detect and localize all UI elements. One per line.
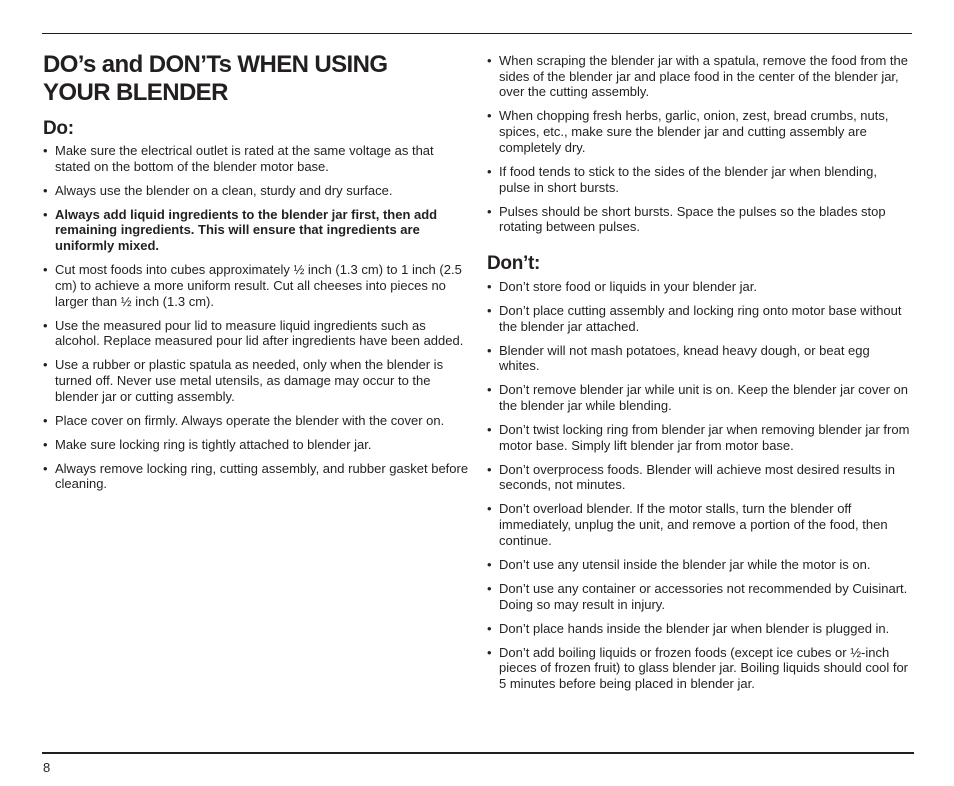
dont-item: • Blender will not mash potatoes, knead heavy dough, or beat egg whites. bbox=[487, 342, 870, 374]
dont-item-text: Don’t twist locking ring from blender jar when removing blender jar from motor base. Simply lift blender jar from motor base. bbox=[499, 422, 910, 453]
do-item-text: Cut most foods into cubes approximately ½ inch (1.3 cm) to 1 inch (2.5 cm) to achieve a more uniform result. Cut all cheeses into pieces no larger than ½ inch (1.3 cm). bbox=[55, 262, 462, 309]
do-item: • Make sure the electrical outlet is rated at the same voltage as that stated on the bottom of the blender motor base. bbox=[43, 143, 434, 174]
do-item: • Pulses should be short bursts. Space the pulses so the blades stop rotating between pulses. bbox=[487, 203, 886, 235]
do-item-text: When scraping the blender jar with a spatula, remove the food from the sides of the blender jar and place food in the center of the blender jar, over the cutting assembly. bbox=[499, 53, 908, 100]
dont-item-text: Don’t place cutting assembly and locking ring onto motor base without the blender jar attached. bbox=[499, 302, 902, 334]
top-divider bbox=[42, 33, 912, 34]
dont-item-text: Don’t place hands inside the blender jar when blender is plugged in. bbox=[499, 620, 890, 636]
do-item-text: Make sure locking ring is tightly attached to blender jar. bbox=[55, 436, 372, 452]
do-item: • When chopping fresh herbs, garlic, onion, zest, bread crumbs, nuts, spices, etc., make sure the blender jar and cutting assembly are completely dry. bbox=[487, 108, 889, 155]
dont-item-text: Don’t remove blender jar while unit is on. Keep the blender jar cover on the blender jar while blending. bbox=[499, 382, 909, 414]
dont-list bbox=[487, 279, 911, 692]
do-item: • Make sure locking ring is tightly attached to blender jar. bbox=[43, 436, 372, 452]
do-list bbox=[43, 143, 471, 492]
do-item-text: Make sure the electrical outlet is rated at the same voltage as that stated on the bottom of the blender motor base. bbox=[55, 143, 434, 174]
do-item: • If food tends to stick to the sides of the blender jar when blending, pulse in short bursts. bbox=[487, 163, 877, 195]
do-item: • Cut most foods into cubes approximately ½ inch (1.3 cm) to 1 inch (2.5 cm) to achieve a more uniform result. Cut all cheeses into pieces no larger than ½ inch (1.3 cm). bbox=[43, 262, 462, 309]
do-item: • Place cover on firmly. Always operate the blender with the cover on. bbox=[43, 412, 445, 428]
dont-item-text: Don’t store food or liquids in your blender jar. bbox=[499, 278, 757, 294]
dont-item-text: Don’t use any container or accessories not recommended by Cuisinart. Doing so may result in injury. bbox=[499, 580, 908, 612]
dont-item: • Don’t add boiling liquids or frozen foods (except ice cubes or ½-inch pieces of frozen fruit) to glass blender jar. Boiling liquids should cool for 5 minutes before being placed in blender jar. bbox=[487, 644, 908, 691]
page-number: 8 bbox=[43, 760, 51, 775]
do-item-text: When chopping fresh herbs, garlic, onion, zest, bread crumbs, nuts, spices, etc., make sure the blender jar and cutting assembly are completely dry. bbox=[499, 108, 889, 155]
do-item: • Always remove locking ring, cutting assembly, and rubber gasket before cleaning. bbox=[43, 460, 469, 492]
dont-item: • Don’t remove blender jar while unit is on. Keep the blender jar cover on the blender jar while blending. bbox=[487, 382, 909, 414]
dont-item-text: Don’t overprocess foods. Blender will achieve most desired results in seconds, not minutes. bbox=[499, 461, 895, 493]
do-item-text: Always use the blender on a clean, sturdy and dry surface. bbox=[55, 182, 393, 198]
left-column bbox=[43, 51, 471, 492]
do-item: • Always add liquid ingredients to the blender jar first, then add remaining ingredients. This will ensure that ingredients are uniformly mixed. bbox=[43, 206, 438, 254]
dont-item: • Don’t store food or liquids in your blender jar. bbox=[487, 278, 757, 294]
dont-item: • Don’t place hands inside the blender jar when blender is plugged in. bbox=[487, 620, 890, 636]
do-item: • Use the measured pour lid to measure liquid ingredients such as alcohol. Replace measured pour lid after ingredients have been added. bbox=[43, 317, 464, 349]
dont-item: • Don’t overprocess foods. Blender will achieve most desired results in seconds, not minutes. bbox=[487, 461, 895, 493]
do-item-text: Use the measured pour lid to measure liquid ingredients such as alcohol. Replace measured pour lid after ingredients have been added. bbox=[55, 317, 464, 349]
right-column bbox=[487, 53, 911, 692]
do-item-text: Pulses should be short bursts. Space the pulses so the blades stop rotating between pulses. bbox=[499, 203, 886, 235]
dont-item: • Don’t place cutting assembly and locking ring onto motor base without the blender jar attached. bbox=[487, 302, 902, 334]
dont-heading: Don’t: bbox=[487, 252, 541, 274]
do-item: • When scraping the blender jar with a spatula, remove the food from the sides of the blender jar and place food in the center of the blender jar, over the cutting assembly. bbox=[487, 53, 908, 100]
dont-item: • Don’t use any container or accessories not recommended by Cuisinart. Doing so may result in injury. bbox=[487, 580, 908, 612]
do-item-text: Always add liquid ingredients to the blender jar first, then add remaining ingredients. This will ensure that ingredients are uniformly mixed. bbox=[55, 206, 438, 254]
bottom-divider bbox=[42, 752, 914, 754]
do-item: • Always use the blender on a clean, sturdy and dry surface. bbox=[43, 182, 393, 198]
dont-item-text: Don’t overload blender. If the motor stalls, turn the blender off immediately, unplug the unit, and remove a portion of the food, then continue. bbox=[499, 501, 888, 548]
dont-item: • Don’t use any utensil inside the blender jar while the motor is on. bbox=[487, 556, 871, 572]
dont-item-text: Don’t use any utensil inside the blender jar while the motor is on. bbox=[499, 556, 871, 572]
do-item: • Use a rubber or plastic spatula as needed, only when the blender is turned off. Never use metal utensils, as damage may occur to the blender jar or cutting assembly. bbox=[43, 357, 444, 404]
page-title: DO’s and DON’Ts WHEN USING YOUR BLENDER bbox=[43, 51, 388, 106]
dont-item-text: Don’t add boiling liquids or frozen foods (except ice cubes or ½-inch pieces of frozen fruit) to glass blender jar. Boiling liquids should cool for 5 minutes before being placed in blender jar. bbox=[499, 644, 908, 691]
dont-item: • Don’t twist locking ring from blender jar when removing blender jar from motor base. Simply lift blender jar from motor base. bbox=[487, 422, 910, 453]
do-list-continued bbox=[487, 53, 911, 235]
do-heading: Do: bbox=[43, 118, 74, 139]
do-item-text: If food tends to stick to the sides of the blender jar when blending, pulse in short bursts. bbox=[499, 163, 877, 195]
do-item-text: Use a rubber or plastic spatula as needed, only when the blender is turned off. Never use metal utensils, as damage may occur to the blender jar or cutting assembly. bbox=[55, 357, 444, 404]
dont-item: • Don’t overload blender. If the motor stalls, turn the blender off immediately, unplug the unit, and remove a portion of the food, then continue. bbox=[487, 501, 888, 548]
do-item-text: Place cover on firmly. Always operate the blender with the cover on. bbox=[55, 412, 445, 428]
do-item-text: Always remove locking ring, cutting assembly, and rubber gasket before cleaning. bbox=[55, 460, 469, 492]
dont-item-text: Blender will not mash potatoes, knead heavy dough, or beat egg whites. bbox=[499, 342, 870, 374]
